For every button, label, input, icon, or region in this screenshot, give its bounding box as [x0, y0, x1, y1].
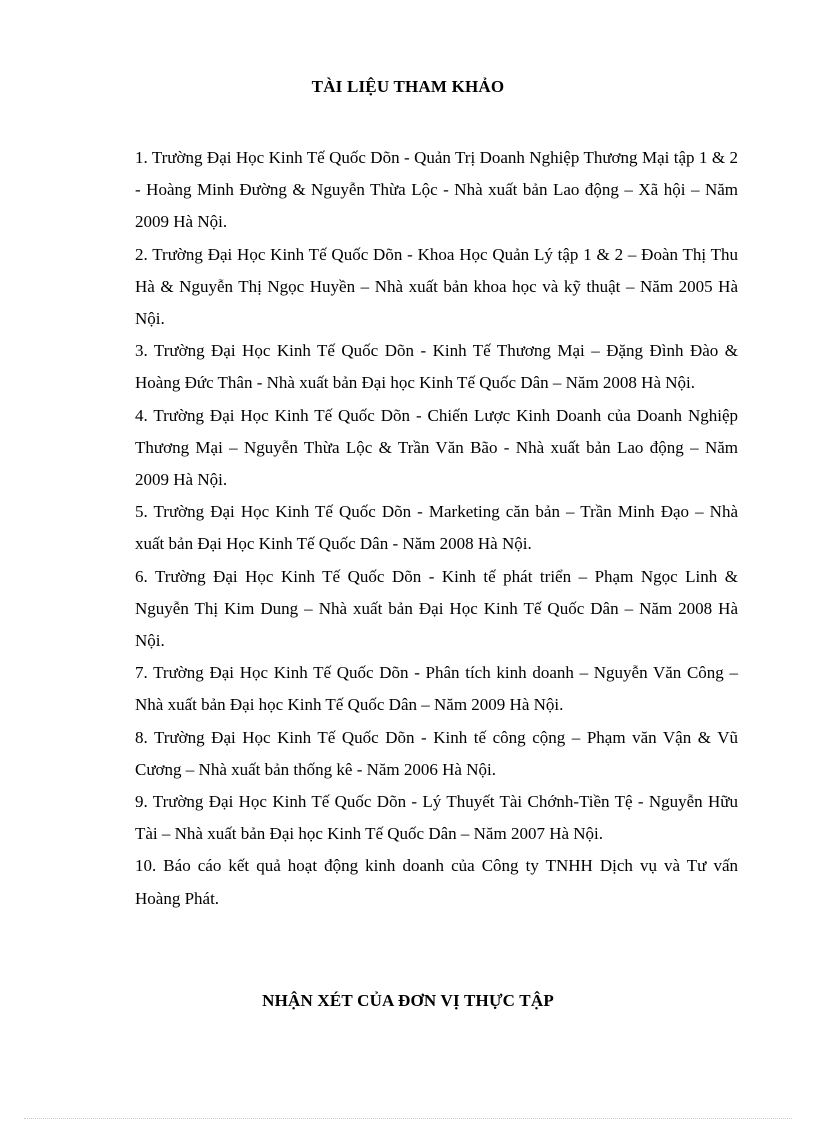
reference-item: 4. Trường Đại Học Kinh Tế Quốc Dõn - Chiến Lược Kinh Doanh của Doanh Nghiệp Thương Mại – Nguyễn Thừa Lộc & Trần Văn Bão - Nhà xuất bản Lao động – Năm 2009 Hà Nội. — [135, 405, 738, 490]
reference-item: 5. Trường Đại Học Kinh Tế Quốc Dõn - Marketing căn bản – Trần Minh Đạo – Nhà xuất bản Đại Học Kinh Tế Quốc Dân - Năm 2008 Hà Nội. — [135, 502, 738, 554]
reference-item: 10. Báo cáo kết quả hoạt động kinh doanh của Công ty TNHH Dịch vụ và Tư vấn Hoàng Phát. — [135, 856, 738, 908]
reference-item: 9. Trường Đại Học Kinh Tế Quốc Dõn - Lý Thuyết Tài Chớnh-Tiền Tệ - Nguyễn Hữu Tài – Nhà xuất bản Đại học Kinh Tế Quốc Dân – Năm 2007 Hà Nội. — [135, 792, 738, 844]
reference-item: 7. Trường Đại Học Kinh Tế Quốc Dõn - Phân tích kinh doanh – Nguyễn Văn Công – Nhà xuất bản Đại học Kinh Tế Quốc Dân – Năm 2009 Hà Nội. — [135, 663, 738, 715]
reference-item: 1. Trường Đại Học Kinh Tế Quốc Dõn - Quản Trị Doanh Nghiệp Thương Mại tập 1 & 2 - Hoàng Minh Đường & Nguyễn Thừa Lộc - Nhà xuất bản Lao động – Xã hội – Năm 2009 Hà Nội. — [135, 148, 738, 232]
reference-item: 8. Trường Đại Học Kinh Tế Quốc Dõn - Kinh tế công cộng – Phạm văn Vận & Vũ Cương – Nhà xuất bản thống kê - Năm 2006 Hà Nội. — [135, 727, 738, 779]
page-bottom-divider — [24, 1118, 792, 1119]
page-title: TÀI LIỆU THAM KHẢO — [311, 77, 505, 96]
reference-list — [135, 142, 738, 915]
reference-item: 3. Trường Đại Học Kinh Tế Quốc Dõn - Kinh Tế Thương Mại – Đặng Đình Đào & Hoàng Đức Thân - Nhà xuất bản Đại học Kinh Tế Quốc Dân – Năm 2008 Hà Nội. — [135, 341, 738, 393]
reference-item: 2. Trường Đại Học Kinh Tế Quốc Dõn - Khoa Học Quản Lý tập 1 & 2 – Đoàn Thị Thu Hà & Nguyễn Thị Ngọc Huyền – Nhà xuất bản khoa học và kỹ thuật – Năm 2005 Hà Nội. — [135, 244, 738, 329]
section-heading: NHẬN XÉT CỦA ĐƠN VỊ THỰC TẬP — [262, 991, 554, 1010]
reference-item: 6. Trường Đại Học Kinh Tế Quốc Dõn - Kinh tế phát triển – Phạm Ngọc Linh & Nguyễn Thị Kim Dung – Nhà xuất bản Đại Học Kinh Tế Quốc Dân – Năm 2008 Hà Nội. — [135, 566, 738, 651]
